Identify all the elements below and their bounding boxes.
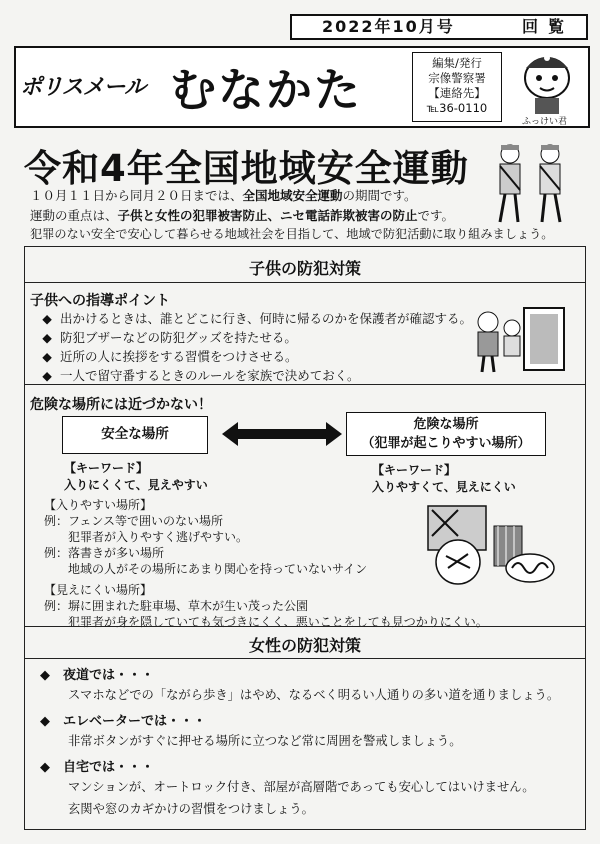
- guidance-text: 近所の人に挨拶をする習慣をつけさせる。: [60, 349, 298, 364]
- safe-place-box: 安全な場所: [62, 416, 208, 454]
- children-door-illustration: [462, 298, 572, 376]
- diamond-icon: ◆: [42, 349, 52, 364]
- women-item-head-text: エレベーターでは・・・: [63, 714, 207, 729]
- keyword-text: 入りやすくて、見えにくい: [372, 480, 516, 494]
- women-item-body: 玄関や窓のカギかけの習慣をつけましょう。: [68, 802, 314, 816]
- guidance-text: 防犯ブザーなどの防犯グッズを持たせる。: [60, 330, 297, 345]
- intro-goal: 犯罪のない安全で安心して暮らせる地域社会を目指して、地域で防犯活動に取り組みましょう。: [30, 227, 554, 241]
- women-item-head-text: 自宅では・・・: [63, 760, 155, 775]
- easy-enter-line: 犯罪者が入りやすく逃げやすい。: [44, 530, 249, 544]
- guidance-title: 子供への指導ポイント: [30, 293, 170, 309]
- issue-label: 2022年10月号: [322, 17, 455, 36]
- mascot-illustration: [510, 48, 584, 116]
- masthead-subtitle: ポリスメール: [20, 75, 146, 100]
- double-arrow-icon: [222, 422, 342, 446]
- easy-enter-line: 例：落書きが多い場所: [44, 546, 165, 560]
- women-item-head-text: 夜道では・・・: [63, 668, 155, 683]
- easy-enter-line: 地域の人がその場所にあまり関心を持っていないサイン: [44, 562, 368, 576]
- safe-keyword: [64, 460, 208, 494]
- women-item-head: [40, 710, 206, 729]
- women-item-body: 非常ボタンがすぐに押せる場所に立つなど常に周囲を警戒しましょう。: [68, 734, 462, 748]
- intro-period: [30, 187, 417, 204]
- guidance-text: 一人で留守番するときのルールを家族で決めておく。: [60, 368, 360, 383]
- diamond-icon: ◆: [42, 368, 52, 383]
- divider: [24, 658, 586, 659]
- intro-text: の期間です。: [342, 188, 417, 203]
- keyword-text: 入りにくくて、見えやすい: [64, 478, 208, 492]
- danger-places-illustration: [418, 496, 558, 596]
- women-item-head: [40, 664, 154, 683]
- mascot-label: ふっけい君: [522, 117, 568, 127]
- women-item-body: マンションが、オートロック付き、部屋が高層階であっても安心してはいけません。: [68, 780, 535, 794]
- publisher-line: ℡36-0110: [426, 101, 488, 115]
- children-section-title: 子供の防犯対策: [248, 259, 361, 278]
- women-item-body: スマホなどでの「ながら歩き」はやめ、なるべく明るい人通りの多い道を通りましょう。: [68, 688, 560, 702]
- danger-box-line: （犯罪が起こりやすい場所）: [361, 436, 531, 451]
- intro-emphasis: 全国地域安全運動: [242, 188, 343, 203]
- kairan-label: 回覧: [521, 17, 574, 36]
- intro-text: 運動の重点は、: [30, 208, 118, 223]
- masthead-title: むなかた: [170, 63, 362, 117]
- diamond-icon: ◆: [40, 714, 63, 729]
- diamond-icon: ◆: [42, 311, 52, 326]
- diamond-icon: ◆: [40, 760, 63, 775]
- easy-enter-line: 例：フェンス等で囲いのない場所: [44, 514, 224, 528]
- hard-see-line: 犯罪者が身を隠していても気づきにくく、悪いことをしても見つかりにくい。: [44, 615, 488, 629]
- diamond-icon: ◆: [40, 668, 63, 683]
- danger-keyword: [372, 462, 516, 496]
- publisher-line: 【連絡先】: [428, 86, 486, 100]
- guidance-point: [34, 329, 297, 346]
- keyword-label: 【キーワード】: [64, 461, 149, 475]
- intro-focus: [30, 207, 454, 224]
- guidance-point: [34, 348, 298, 365]
- patrol-people-illustration: [480, 140, 580, 228]
- danger-title: 危険な場所には近づかない！: [30, 397, 212, 413]
- danger-box-line: 危険な場所: [413, 417, 479, 432]
- issue-box: [290, 14, 588, 40]
- intro-text: です。: [417, 208, 455, 223]
- publisher-line: 編集/発行: [432, 56, 482, 70]
- guidance-text: 出かけるときは、誰とどこに行き、何時に帰るのかを保護者が確認する。: [60, 311, 473, 326]
- guidance-point: [34, 310, 472, 327]
- guidance-point: [34, 367, 360, 384]
- danger-place-box: [346, 412, 546, 456]
- divider: [24, 626, 586, 627]
- publisher-box: [412, 52, 502, 122]
- divider: [24, 282, 586, 283]
- women-section-title: 女性の防犯対策: [248, 636, 361, 655]
- diamond-icon: ◆: [42, 330, 52, 345]
- divider: [24, 384, 586, 385]
- intro-emphasis: 子供と女性の犯罪被害防止、ニセ電話詐欺被害の防止: [117, 208, 418, 223]
- keyword-label: 【キーワード】: [372, 463, 457, 477]
- intro-text: １０月１１日から同月２０日までは、: [30, 188, 243, 203]
- headline: 令和4年全国地域安全運動: [24, 147, 469, 190]
- publisher-line: 宗像警察署: [428, 71, 486, 85]
- women-item-head: [40, 756, 154, 775]
- hard-see-line: 例：塀に囲まれた駐車場、草木が生い茂った公園: [44, 599, 309, 613]
- hard-see-title: 【見えにくい場所】: [44, 583, 153, 597]
- easy-enter-title: 【入りやすい場所】: [44, 498, 153, 512]
